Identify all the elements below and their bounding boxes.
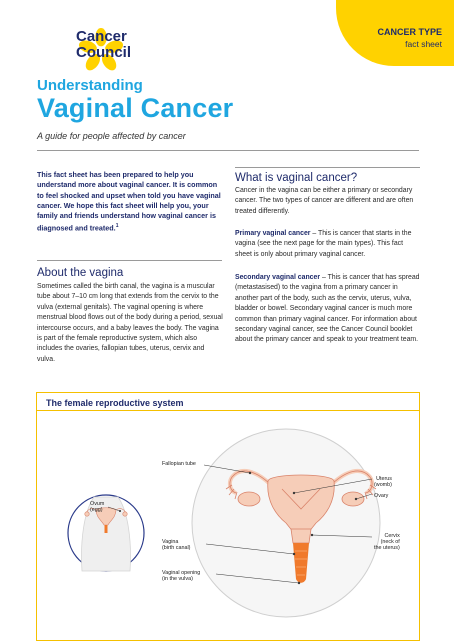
label-ovary: Ovary — [374, 493, 389, 499]
heading-understanding: Understanding — [37, 77, 143, 94]
secondary-term: Secondary vaginal cancer — [235, 274, 321, 281]
reproductive-system-illustration — [36, 411, 420, 641]
label-uterus-main: Uterus — [376, 476, 392, 482]
tag-cancer-type: CANCER TYPE — [377, 27, 442, 37]
what-heading: What is vaginal cancer? — [235, 172, 358, 184]
intro-text — [37, 170, 222, 234]
page-subtitle: A guide for people affected by cancer — [37, 131, 186, 141]
what-p3 — [235, 273, 421, 346]
primary-text: – This is cancer that starts in the vagina (see the next page for the main types). This fact sheet is only about primary vaginal cancer. — [235, 230, 412, 258]
label-fallopian-tube: Fallopian tube — [162, 461, 196, 467]
about-heading: About the vagina — [37, 267, 124, 279]
intro-ref: 1 — [115, 223, 119, 230]
label-ovum-main: Ovum — [90, 501, 105, 507]
label-cervix-sub-1: (neck of — [380, 539, 400, 545]
label-cervix-sub-2: the uterus) — [374, 545, 400, 551]
label-vagina — [162, 539, 190, 551]
what-p1: Cancer in the vagina can be either a primary or secondary cancer. The two types of cancer are different and are often treated differently. — [235, 187, 414, 215]
label-uterus-sub: (womb) — [374, 482, 392, 488]
label-opening-sub: (in the vulva) — [162, 576, 193, 582]
logo-line-1: Cancer — [76, 28, 127, 45]
label-vagina-sub: (birth canal) — [162, 545, 191, 551]
left-divider — [37, 260, 222, 261]
logo-line-2: Council — [76, 44, 131, 61]
label-ovum — [90, 501, 104, 513]
intro-body: This fact sheet has been prepared to help you understand more about vaginal cancer. It is common to feel shocked and upset when told you have vaginal cancer. We hope this fact sheet will help you, your family and friends understand how vaginal cancer is diagnosed and treated. — [37, 170, 221, 233]
label-opening-main: Vaginal opening — [162, 570, 201, 576]
logo-text — [76, 29, 131, 61]
label-ovum-sub: (egg) — [90, 507, 103, 513]
about-text: Sometimes called the birth canal, the vagina is a muscular tube about 7–10 cm long that extends from the cervix to the vulva (external genitals). The vaginal opening is where menstrual blood flows out of the body during a period, sexual intercourse occurs, and a baby leaves the body. The vagina is part of the female reproductive system, which also includes the ovaries, fallopian tubes, uterus, cervix and vulva. — [37, 283, 223, 363]
page-title: Vaginal Cancer — [37, 93, 234, 123]
figure-title: The female reproductive system — [46, 398, 184, 408]
what-p2 — [235, 229, 421, 260]
label-uterus — [374, 476, 392, 488]
right-divider — [235, 167, 420, 168]
small-vagina — [105, 525, 108, 533]
label-vaginal-opening — [162, 570, 200, 582]
header-divider — [37, 150, 419, 151]
secondary-text: – This is cancer that has spread (metastasised) to the vagina from a primary cancer in another part of the body, such as the cervix, uterus, vulva, bladder or bowel. Secondary vaginal cancer is much more common than primary vaginal cancer. For information about secondary vaginal cancer, see the Cancer Council booklet about the primary cancer and speak to your treatment team. — [235, 274, 420, 344]
label-cervix — [374, 533, 400, 551]
tag-fact-sheet: fact sheet — [405, 39, 442, 49]
primary-term: Primary vaginal cancer — [235, 230, 311, 237]
label-vagina-main: Vagina — [162, 539, 179, 545]
label-cervix-main: Cervix — [384, 533, 400, 539]
